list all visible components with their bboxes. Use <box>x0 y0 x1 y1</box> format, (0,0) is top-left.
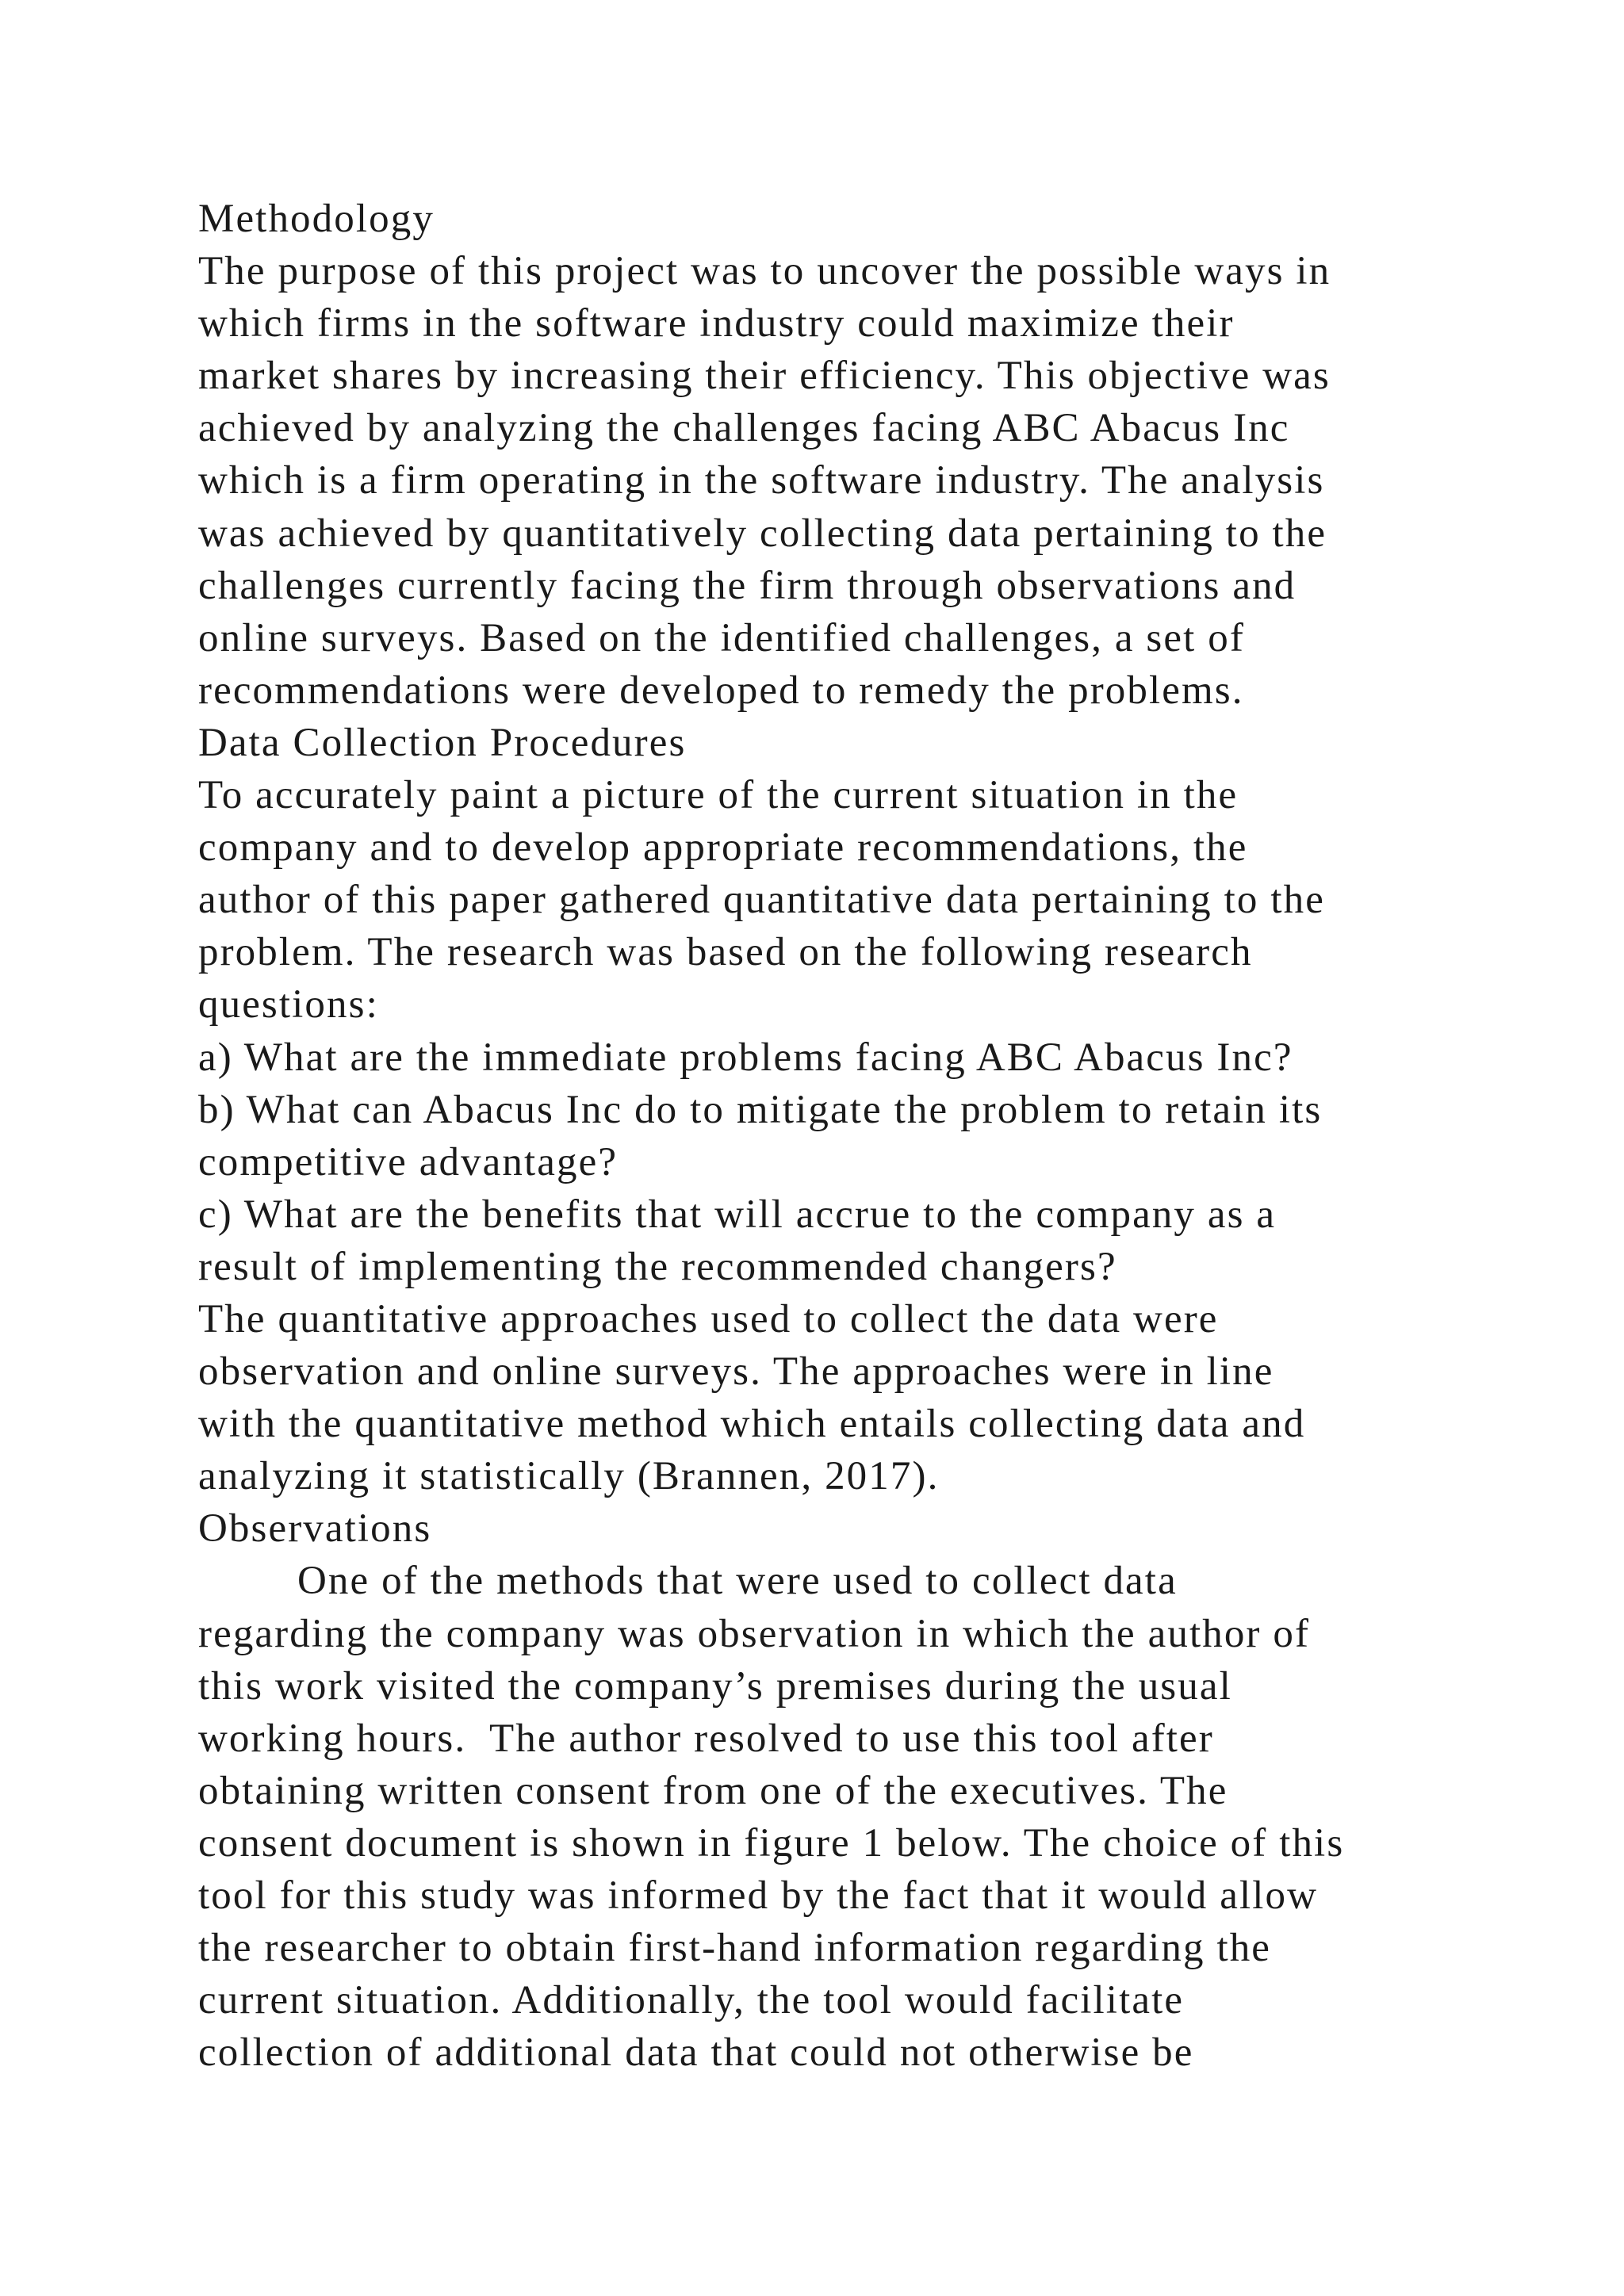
paragraph-line: regarding the company was observation in which the author of <box>198 1611 1311 1656</box>
paragraph-line: company and to develop appropriate recommendations, the <box>198 825 1248 871</box>
paragraph-line: challenges currently facing the firm through observations and <box>198 563 1297 608</box>
paragraph-line: The purpose of this project was to uncover the possible ways in <box>198 249 1331 294</box>
heading-observations: Observations <box>198 1506 432 1552</box>
research-question-b: b) What can Abacus Inc do to mitigate the problem to retain its <box>198 1087 1323 1132</box>
paragraph-line: tool for this study was informed by the fact that it would allow <box>198 1873 1319 1918</box>
paragraph-line: problem. The research was based on the following research <box>198 930 1253 975</box>
paragraph-line: the researcher to obtain first-hand information regarding the <box>198 1926 1272 1971</box>
paragraph-line: was achieved by quantitatively collecting data pertaining to the <box>198 511 1327 556</box>
research-question-c: c) What are the benefits that will accrue to the company as a <box>198 1192 1277 1237</box>
paragraph-line: online surveys. Based on the identified challenges, a set of <box>198 615 1245 660</box>
paragraph-line: analyzing it statistically (Brannen, 2017). <box>198 1454 940 1499</box>
paragraph-line: this work visited the company’s premises during the usual <box>198 1663 1232 1709</box>
paragraph-line: which firms in the software industry could maximize their <box>198 301 1235 346</box>
paragraph-line: obtaining written consent from one of the executives. The <box>198 1768 1228 1813</box>
paragraph-line: The quantitative approaches used to collect the data were <box>198 1296 1219 1341</box>
paragraph-line: which is a firm operating in the software industry. The analysis <box>198 458 1325 503</box>
document-body <box>198 193 1546 2079</box>
paragraph-line: with the quantitative method which entails collecting data and <box>198 1402 1306 1447</box>
research-question-c-continued: result of implementing the recommended changers? <box>198 1244 1117 1289</box>
paragraph-line: recommendations were developed to remedy the problems. <box>198 668 1244 713</box>
paragraph-line: questions: <box>198 982 379 1027</box>
paragraph-line: collection of additional data that could not otherwise be <box>198 2030 1194 2076</box>
heading-data-collection-procedures: Data Collection Procedures <box>198 720 687 765</box>
research-question-b-continued: competitive advantage? <box>198 1139 619 1184</box>
heading-methodology: Methodology <box>198 197 435 241</box>
paragraph-line: achieved by analyzing the challenges facing ABC Abacus Inc <box>198 406 1290 451</box>
paragraph-line: To accurately paint a picture of the current situation in the <box>198 773 1239 818</box>
paragraph-line-indented: One of the methods that were used to collect data <box>297 1559 1178 1604</box>
research-question-a: a) What are the immediate problems facing ABC Abacus Inc? <box>198 1035 1293 1080</box>
paragraph-line: observation and online surveys. The approaches were in line <box>198 1349 1274 1395</box>
paragraph-line: working hours. The author resolved to use this tool after <box>198 1716 1214 1761</box>
paragraph-line: current situation. Additionally, the tool would facilitate <box>198 1978 1185 2023</box>
paragraph-line: author of this paper gathered quantitative data pertaining to the <box>198 878 1325 923</box>
paragraph-line: market shares by increasing their efficiency. This objective was <box>198 354 1331 399</box>
paragraph-line: consent document is shown in figure 1 below. The choice of this <box>198 1820 1345 1866</box>
